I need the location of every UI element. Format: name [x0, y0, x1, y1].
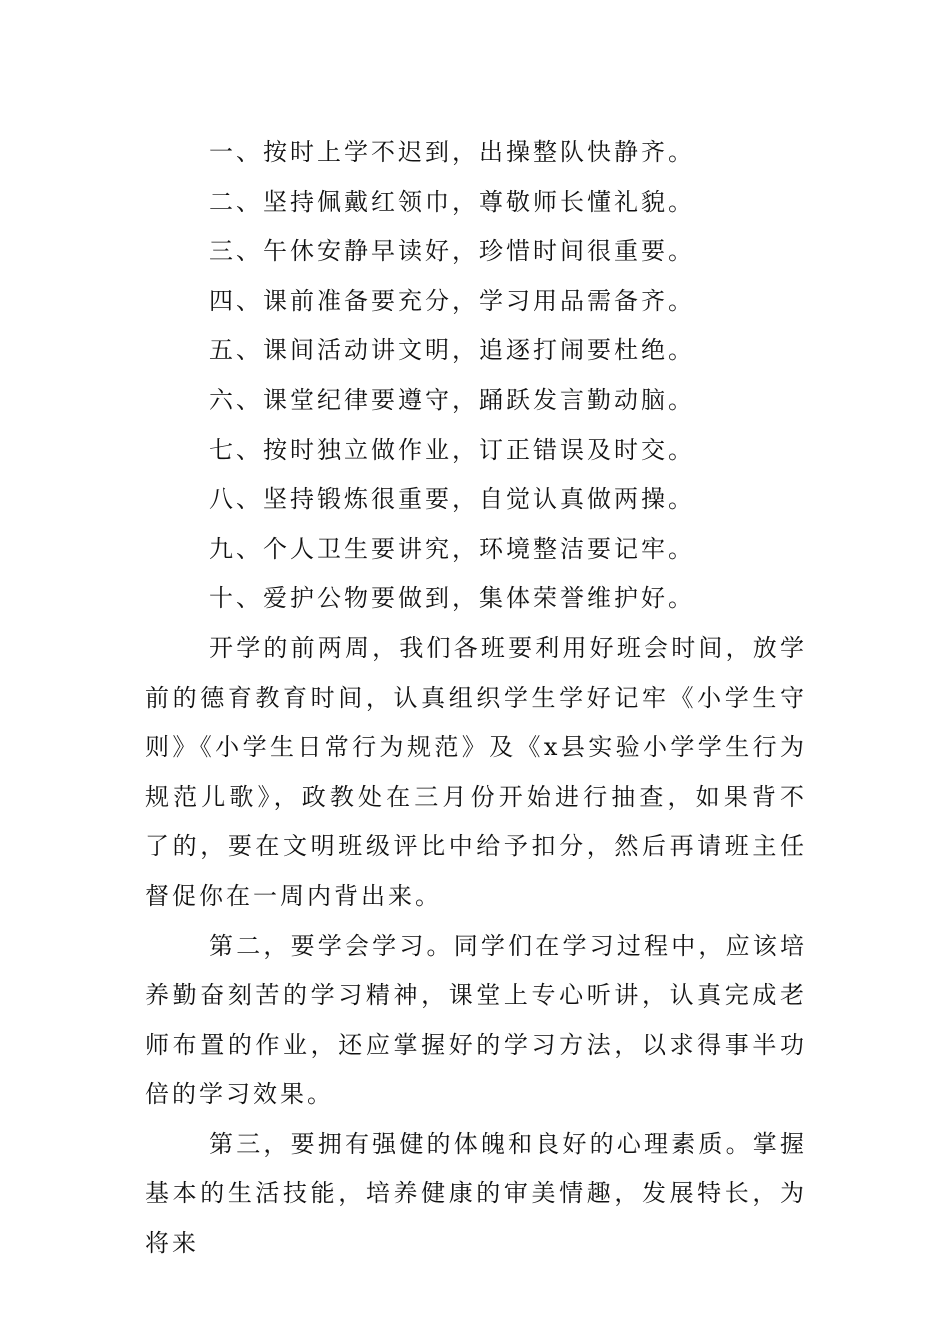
rule-line-3: 三、午休安静早读好，珍惜时间很重要。 [209, 237, 695, 266]
rule-line-9: 九、个人卫生要讲究，环境整洁要记牢。 [209, 534, 695, 563]
paragraph-health-and-mind: 第三，要拥有强健的体魄和良好的心理素质。掌握基本的生活技能，培养健康的审美情趣，发展特长，为将来 [145, 1129, 807, 1258]
rule-line-5: 五、课间活动讲文明，追逐打闹要杜绝。 [209, 336, 695, 365]
rule-line-8: 八、坚持锻炼很重要，自觉认真做两操。 [209, 485, 695, 514]
rule-line-2: 二、坚持佩戴红领巾，尊敬师长懂礼貌。 [209, 187, 695, 216]
document-body [145, 128, 807, 1269]
rule-line-7: 七、按时独立做作业，订正错误及时交。 [209, 435, 695, 464]
rule-line-4: 四、课前准备要充分，学习用品需备齐。 [209, 286, 695, 315]
rule-line-1: 一、按时上学不迟到，出操整队快静齐。 [209, 138, 695, 166]
rule-line-10: 十、爱护公物要做到，集体荣誉维护好。 [209, 584, 695, 613]
paragraph-learn-to-study: 第二，要学会学习。同学们在学习过程中，应该培养勤奋刻苦的学习精神，课堂上专心听讲，认真完成老师布置的作业，还应掌握好的学习方法，以求得事半功倍的学习效果。 [145, 931, 807, 1109]
rule-line-6: 六、课堂纪律要遵守，踊跃发言勤动脑。 [209, 385, 695, 414]
paragraph-opening-weeks: 开学的前两周，我们各班要利用好班会时间，放学前的德育教育时间，认真组织学生学好记牢《小学生守则》《小学生日常行为规范》及《x县实验小学学生行为规范儿歌》，政教处在三月份开始进行抽查，如果背不了的，要在文明班级评比中给予扣分，然后再请班主任督促你在一周内背出来。 [145, 633, 807, 910]
